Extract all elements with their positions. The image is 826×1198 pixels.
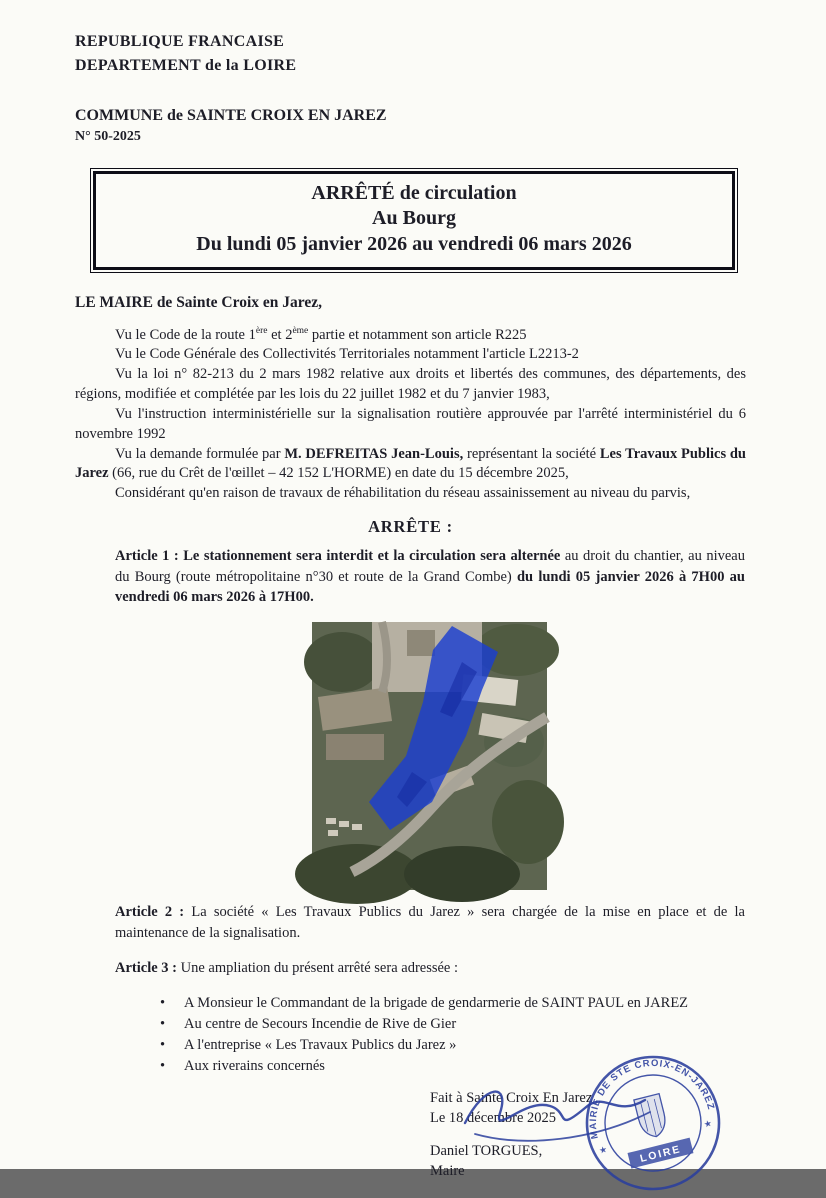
article-1 (115, 546, 745, 608)
recital-6: Considérant qu'en raison de travaux de réhabilitation du réseau assainissement au niveau du parvis, (115, 485, 691, 502)
recital-5-text-3: (66, rue du Crêt de l'œillet – 42 152 L'HORME) en date du 15 décembre 2025, (108, 465, 569, 482)
title-line-3: Du lundi 05 janvier 2026 au vendredi 06 mars 2026 (196, 232, 632, 255)
commune-line: COMMUNE de SAINTE CROIX EN JAREZ (75, 107, 387, 124)
header-department-line: DEPARTEMENT de la LOIRE (75, 57, 297, 74)
list-item: • Au centre de Secours Incendie de Rive de Gier (160, 1014, 746, 1035)
map-trees (404, 846, 520, 902)
stamp-banner-label: LOIRE (638, 1143, 683, 1165)
article-1-bold-text: Le stationnement sera interdit et la circulation sera alternée (178, 548, 561, 565)
closing-place: Fait à Sainte Croix En Jarez (430, 1090, 593, 1107)
recital-4: Vu l'instruction interministérielle sur la signalisation routière approuvée par l'arrêté interministériel du 6 novembre 1992 (75, 405, 746, 442)
article-1-label: Article 1 : (115, 548, 179, 565)
recital-1 (75, 325, 746, 346)
article-3-text: Une ampliation du présent arrêté sera adressée : (177, 960, 459, 977)
stamp-star-icon: ★ (702, 1117, 713, 1130)
order-heading: ARRÊTE : (368, 517, 453, 537)
list-item: • A Monsieur le Commandant de la brigade de gendarmerie de SAINT PAUL en JAREZ (160, 993, 746, 1014)
list-item: • A l'entreprise « Les Travaux Publics du Jarez » (160, 1035, 746, 1056)
recital-1-text-3: partie et notamment son article R225 (308, 326, 527, 343)
aerial-map (312, 622, 547, 890)
recital-5-applicant-name: M. DEFREITAS Jean-Louis, (284, 445, 464, 462)
recital-1-text: Vu le Code de la route 1 (115, 326, 256, 343)
map-building (407, 630, 435, 656)
recital-1-sup2: ème (292, 325, 309, 336)
article-2-label: Article 2 : (115, 904, 185, 921)
map-trees (492, 780, 564, 864)
stamp-ring-label: MAIRIE DE STE CROIX-EN-JAREZ (587, 1057, 717, 1140)
closing-date: Le 18 décembre 2025 (430, 1110, 557, 1127)
article-2 (115, 902, 745, 943)
map-building (326, 734, 384, 760)
header-block (75, 30, 746, 78)
recital-3: Vu la loi n° 82-213 du 2 mars 1982 relative aux droits et libertés des communes, des départements, des régions, modifiée et complétée par les lois du 22 juillet 1982 et du 7 janvier 1983, (75, 366, 746, 402)
article-3 (115, 958, 745, 979)
signatory-title: Maire (430, 1163, 465, 1180)
article-3-label: Article 3 : (115, 960, 177, 977)
stamp-star-icon: ★ (597, 1144, 609, 1156)
recitals-block (75, 325, 746, 505)
recital-1-sup1: ère (255, 325, 268, 336)
recital-5-text-2: représentant la société (463, 445, 600, 462)
article-1-normal-text: au droit du chantier, au niveau du Bourg (route métropolitaine n°30 et route de la Grand Combe) (115, 548, 745, 585)
recital-2: Vu le Code Générale des Collectivités Territoriales notamment l'article L2213-2 (115, 346, 579, 363)
recital-5-company-name: Les Travaux Publics du Jarez (75, 445, 746, 482)
title-line-1: ARRÊTÉ de circulation (311, 181, 517, 204)
recital-1-text-2: et 2 (267, 326, 293, 343)
commune-block (75, 104, 746, 147)
article-2-text: La société « Les Travaux Publics du Jarez » sera chargée de la mise en place et de la maintenance de la signalisation. (115, 904, 745, 941)
list-item: • Aux riverains concernés (160, 1056, 746, 1077)
recital-5 (75, 445, 746, 485)
title-line-2: Au Bourg (372, 207, 456, 230)
act-number: N° 50-2025 (75, 129, 141, 145)
mairie-stamp (578, 1048, 728, 1198)
recital-5-text: Vu la demande formulée par (115, 445, 285, 462)
header-republic-line: REPUBLIQUE FRANCAISE (75, 33, 285, 50)
map-trees (304, 632, 380, 692)
aerial-photo (312, 622, 547, 890)
signatory-name: Daniel TORGUES, (430, 1142, 543, 1159)
title-box (93, 171, 735, 270)
article-1-dates: du lundi 05 janvier 2026 à 7H00 au vendredi 06 mars 2026 à 17H00. (115, 568, 745, 606)
salutation-line: LE MAIRE de Sainte Croix en Jarez, (75, 293, 322, 311)
